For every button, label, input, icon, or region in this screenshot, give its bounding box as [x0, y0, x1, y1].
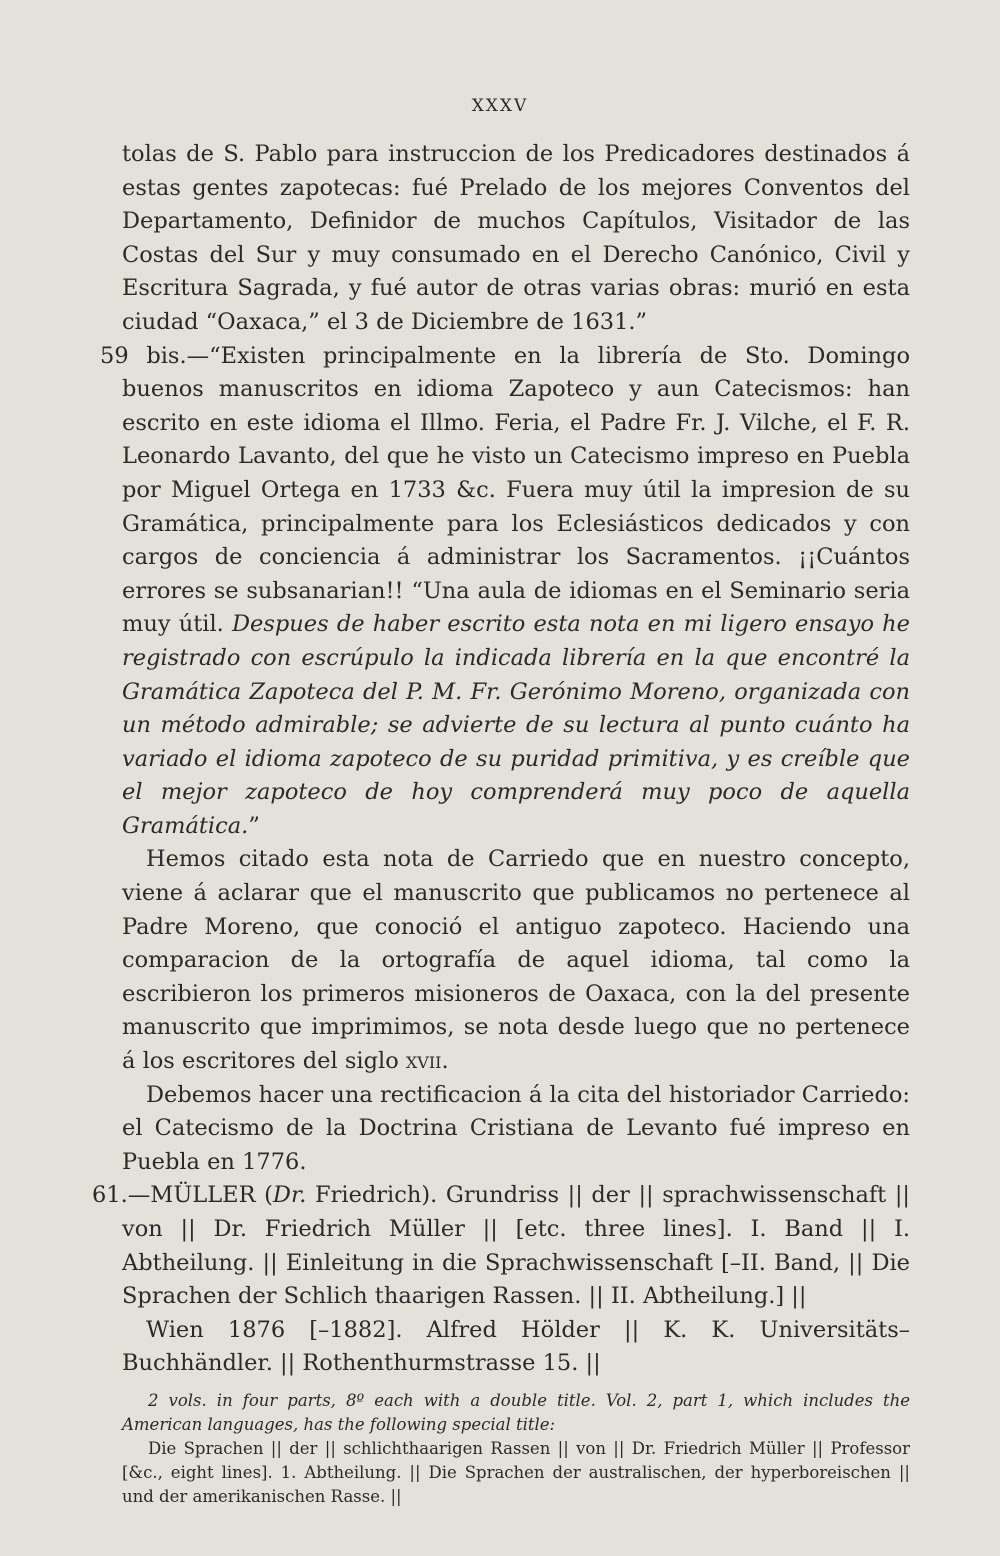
entry-61-rest: Friedrich). Grundriss || der || sprachwissenschaft || von || Dr. Friedrich Müller || [etc. three lines]. I. Band || I. Abtheilung. || Einleitung in die Sprachwissenschaft [–II. Band, || Die Sprachen der Schlich thaarigen Rassen. || II. Abtheilung.] ||	[122, 1182, 910, 1310]
main-text-block	[92, 138, 910, 1509]
entry-59-bis-closing-quote: ”	[248, 812, 260, 839]
bibliographic-note-description: 2 vols. in four parts, 8º each with a double title. Vol. 2, part 1, which includes the American languages, has the following special title:	[122, 1390, 910, 1434]
paragraph-entry-59-bis	[100, 340, 910, 844]
running-head-page-number: XXXV	[471, 96, 529, 116]
paragraph-continuation: tolas de S. Pablo para instruccion de los Predicadores destinados á estas gentes zapotecas: fué Prelado de los mejores Conventos del Departamento, Definidor de muchos Capítulos, Visitador de las Costas del Sur y muy consumado en el Derecho Canónico, Civil y Escritura Sagrada, y fué autor de otras varias obras: murió en esta ciudad “Oaxaca,” el 3 de Diciembre de 1631.”	[122, 141, 910, 335]
entry-59-bis-italic-note: Despues de haber escrito esta nota en mi ligero ensayo he registrado con escrúpulo la indicada librería en la que encontré la Gramática Zapoteca del P. M. Fr. Gerónimo Moreno, organizada con un método admirable; se advierte de su lectura al punto cuánto ha variado el idioma zapoteco de su puridad primitiva, y es creíble que el mejor zapoteco de hoy comprenderá muy poco de aquella Gramática.	[122, 611, 910, 839]
entry-59-bis-text: 59 bis.—“Existen principalmente en la librería de Sto. Domingo buenos manuscritos en idioma Zapoteco y aun Catecismos: han escrito en este idioma el Illmo. Feria, el Padre Fr. J. Vilche, el F. R. Leonardo Lavanto, del que he visto un Catecismo impreso en Puebla por Miguel Ortega en 1733 &c. Fuera muy útil la impresion de su Gramática, principalmente para los Eclesiásticos dedicados y con cargos de conciencia á administrar los Sacramentos. ¡¡Cuántos errores se subsanarian!! “Una aula de idiomas en el Seminario seria muy útil.	[100, 342, 910, 638]
century-small-caps: xvii.	[405, 1048, 449, 1075]
bibliographic-note-special-title: Die Sprachen || der || schlichthaarigen Rassen || von || Dr. Friedrich Müller || Professor [&c., eight lines]. 1. Abtheilung. || Die Sprachen der australischen, der hyperboreischen || und der amerikanischen Rasse. ||	[122, 1438, 910, 1506]
paragraph-imprint: Wien 1876 [–1882]. Alfred Hölder || K. K. Universitäts–Buchhändler. || Rothenthurmstrasse 15. ||	[122, 1316, 910, 1377]
entry-61-dr-italic: Dr.	[272, 1182, 307, 1209]
hemos-citado-text: Hemos citado esta nota de Carriedo que en nuestro concepto, viene á aclarar que el manuscrito que publicamos no pertenece al Padre Moreno, que conoció el antiguo zapoteco. Haciendo una comparacion de la ortografía de aquel idioma, tal como la escribieron los primeros misioneros de Oaxaca, con la del presente manuscrito que imprimimos, se nota desde luego que no pertenece á los escritores del siglo	[122, 846, 910, 1075]
paragraph-entry-61-muller	[92, 1179, 910, 1313]
paragraph-hemos-citado	[122, 843, 910, 1078]
paragraph-rectificacion: Debemos hacer una rectificacion á la cita del historiador Carriedo: el Catecismo de la Doctrina Cristiana de Levanto fué impreso en Puebla en 1776.	[122, 1081, 910, 1175]
entry-61-lead: 61.—MÜLLER (	[92, 1182, 273, 1209]
